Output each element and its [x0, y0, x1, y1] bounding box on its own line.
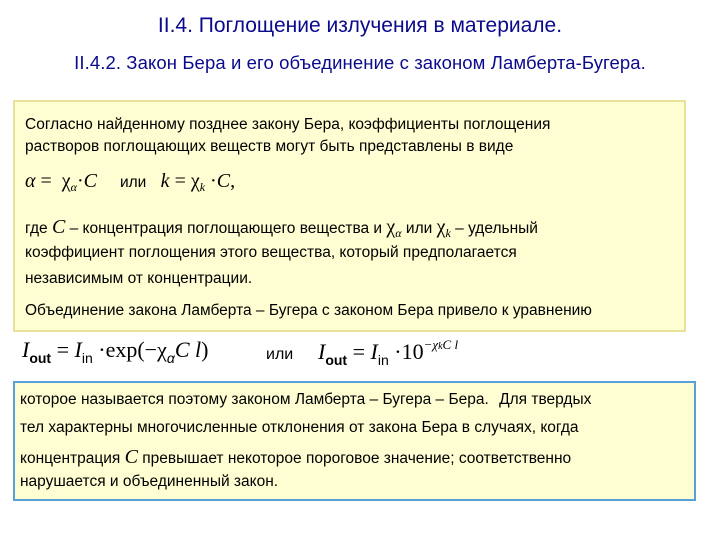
where-suffix: – удельный	[455, 220, 538, 237]
beer-law-panel	[13, 100, 686, 332]
note-c-symbol: C	[124, 446, 138, 468]
beer-formula-row	[25, 170, 235, 198]
formula-k: $k = \chi_k \cdot C$,	[160, 170, 236, 194]
formula-lambert-bouguer-beer-exp: $I_{out} = I_{in} \cdot\exp(-\chi_\alpha C$ l)	[22, 337, 209, 366]
note-line3	[20, 446, 571, 470]
panel-text-line1: Согласно найденному позднее закону Бера, коэффициенты поглощения	[25, 116, 551, 133]
page-title: II.4. Поглощение излучения в материале.	[157, 14, 563, 37]
where-prefix: где	[25, 220, 48, 237]
panel-text-line5: независимым от концентрации.	[25, 270, 253, 287]
note-line2: тел характерны многочисленные отклонения от закона Бера в случаях, когда	[20, 419, 579, 436]
where-chi-k: $\chi_k$	[436, 216, 451, 240]
note-line3-suffix: превышает некоторое пороговое значение; соответственно	[142, 450, 572, 467]
where-or: или	[405, 220, 433, 237]
where-mid: – концентрация поглощающего вещества и	[69, 220, 383, 237]
note-line1	[20, 389, 591, 411]
formula-lambert-bouguer-beer-10: $I_{out} = I_{in} \cdot 10^{-\chi kC l}$	[318, 337, 459, 368]
where-chi-alpha: $\chi_\alpha$	[386, 216, 402, 240]
page-subtitle: II.4.2. Закон Бера и его объединение с законом Ламберта-Бугера.	[74, 52, 646, 73]
note-line4: нарушается и объединенный закон.	[20, 473, 279, 490]
note-line1a: которое называется поэтому законом Ламберта – Бугера – Бера.	[20, 391, 489, 408]
where-c-symbol: C	[51, 216, 66, 238]
panel-where-line	[25, 216, 538, 244]
panel-text-line2: растворов поглощающих веществ могут быть представлены в виде	[25, 138, 514, 155]
formula-alpha: $\alpha = \chi_\alpha\cdot C$	[25, 170, 97, 194]
note-line1b: Для твердых	[499, 391, 592, 408]
panel-text-line6: Объединение закона Ламберта – Бугера с законом Бера привело к уравнению	[25, 302, 592, 319]
formulas-or-label: или	[266, 346, 294, 363]
note-line3-prefix: концентрация	[20, 450, 121, 467]
formula-or-label: или	[119, 174, 147, 191]
deviation-note-panel	[13, 381, 696, 501]
panel-text-line4: коэффициент поглощения этого вещества, который предполагается	[25, 244, 517, 261]
